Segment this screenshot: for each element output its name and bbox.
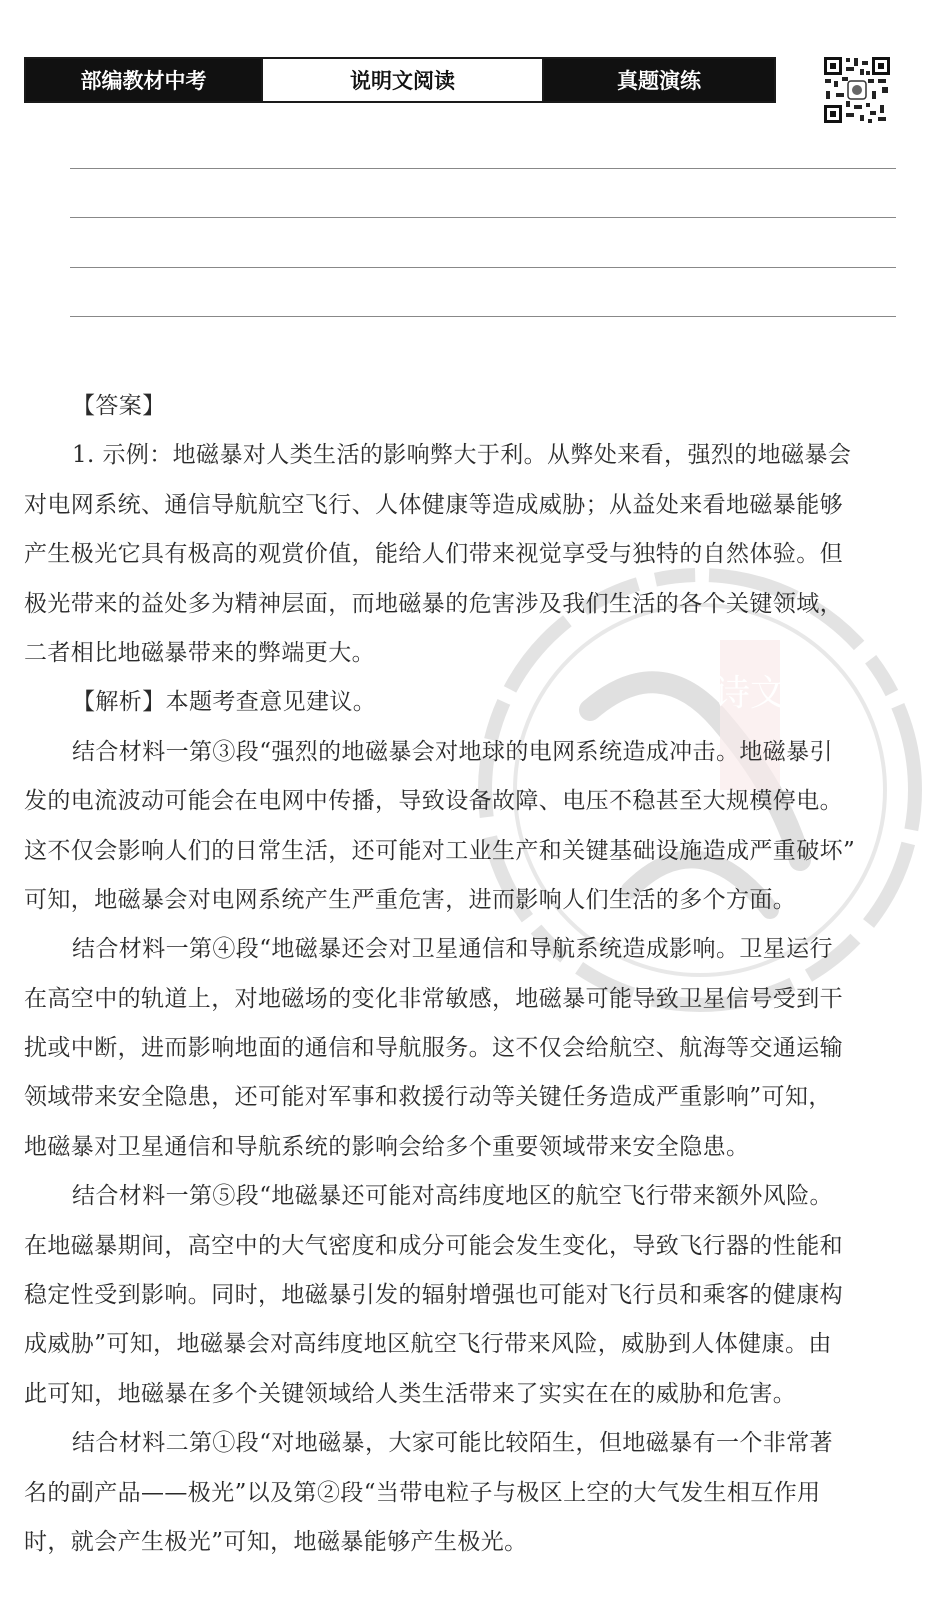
answer-line: 产生极光它具有极高的观赏价值，能给人们带来视觉享受与独特的自然体验。但 — [24, 541, 843, 568]
answer-line: 极光带来的益处多为精神层面，而地磁暴的危害涉及我们生活的各个关键领域， — [24, 590, 843, 617]
answer-line: 二者相比地磁暴带来的弊端更大。 — [24, 639, 375, 666]
analysis-line: 此可知，地磁暴在多个关键领域给人类生活带来了实实在在的威胁和危害。 — [24, 1380, 797, 1407]
analysis-line: 成威胁”可知，地磁暴会对高纬度地区航空飞行带来风险，威胁到人体健康。由 — [24, 1331, 832, 1358]
analysis-line: 扰或中断，进而影响地面的通信和导航服务。这不仅会给航空、航海等交通运输 — [24, 1035, 843, 1062]
answer-line-1 — [70, 168, 896, 169]
analysis-heading: 【解析】本题考查意见建议。 — [72, 689, 377, 716]
svg-text:诗文: 诗文 — [713, 673, 787, 714]
analysis-line: 结合材料一第④段“地磁暴还会对卫星通信和导航系统造成影响。卫星运行 — [72, 936, 833, 963]
header-right-label: 真题演练 — [544, 59, 774, 101]
answer-content — [24, 382, 904, 1567]
answer-line-3 — [70, 267, 896, 268]
analysis-line: 发的电流波动可能会在电网中传播，导致设备故障、电压不稳甚至大规模停电。 — [24, 788, 843, 815]
qr-code-icon — [822, 55, 892, 125]
analysis-line: 在地磁暴期间，高空中的大气密度和成分可能会发生变化，导致飞行器的性能和 — [24, 1232, 843, 1259]
analysis-line: 稳定性受到影响。同时，地磁暴引发的辐射增强也可能对飞行员和乘客的健康构 — [24, 1282, 843, 1309]
analysis-line: 可知，地磁暴会对电网系统产生严重危害，进而影响人们生活的多个方面。 — [24, 886, 797, 913]
header-left-label: 部编教材中考 — [26, 59, 261, 101]
analysis-line: 这不仅会影响人们的日常生活，还可能对工业生产和关键基础设施造成严重破坏” — [24, 837, 856, 864]
analysis-line: 名的副产品——极光”以及第②段“当带电粒子与极区上空的大气发生相互作用 — [24, 1479, 821, 1506]
analysis-line: 时，就会产生极光”可知，地磁暴能够产生极光。 — [24, 1528, 528, 1555]
analysis-line: 地磁暴对卫星通信和导航系统的影响会给多个重要领域带来安全隐患。 — [24, 1133, 750, 1160]
answer-line-2 — [70, 217, 896, 218]
answer-line-4 — [70, 316, 896, 317]
answer-heading: 【答案】 — [72, 393, 166, 419]
analysis-line: 结合材料二第①段“对地磁暴，大家可能比较陌生，但地磁暴有一个非常著 — [72, 1430, 833, 1457]
analysis-line: 结合材料一第③段“强烈的地磁暴会对地球的电网系统造成冲击。地磁暴引 — [72, 738, 833, 765]
header-center-label: 说明文阅读 — [261, 59, 544, 101]
answer-line: 1. 示例：地磁暴对人类生活的影响弊大于利。从弊处来看，强烈的地磁暴会 — [72, 442, 852, 469]
answer-line: 对电网系统、通信导航航空飞行、人体健康等造成威胁；从益处来看地磁暴能够 — [24, 491, 843, 518]
analysis-line: 结合材料一第⑤段“地磁暴还可能对高纬度地区的航空飞行带来额外风险。 — [72, 1183, 833, 1210]
analysis-line: 在高空中的轨道上，对地磁场的变化非常敏感，地磁暴可能导致卫星信号受到干 — [24, 985, 843, 1012]
analysis-line: 领域带来安全隐患，还可能对军事和救援行动等关键任务造成严重影响”可知， — [24, 1084, 832, 1111]
header-bar — [24, 57, 776, 103]
